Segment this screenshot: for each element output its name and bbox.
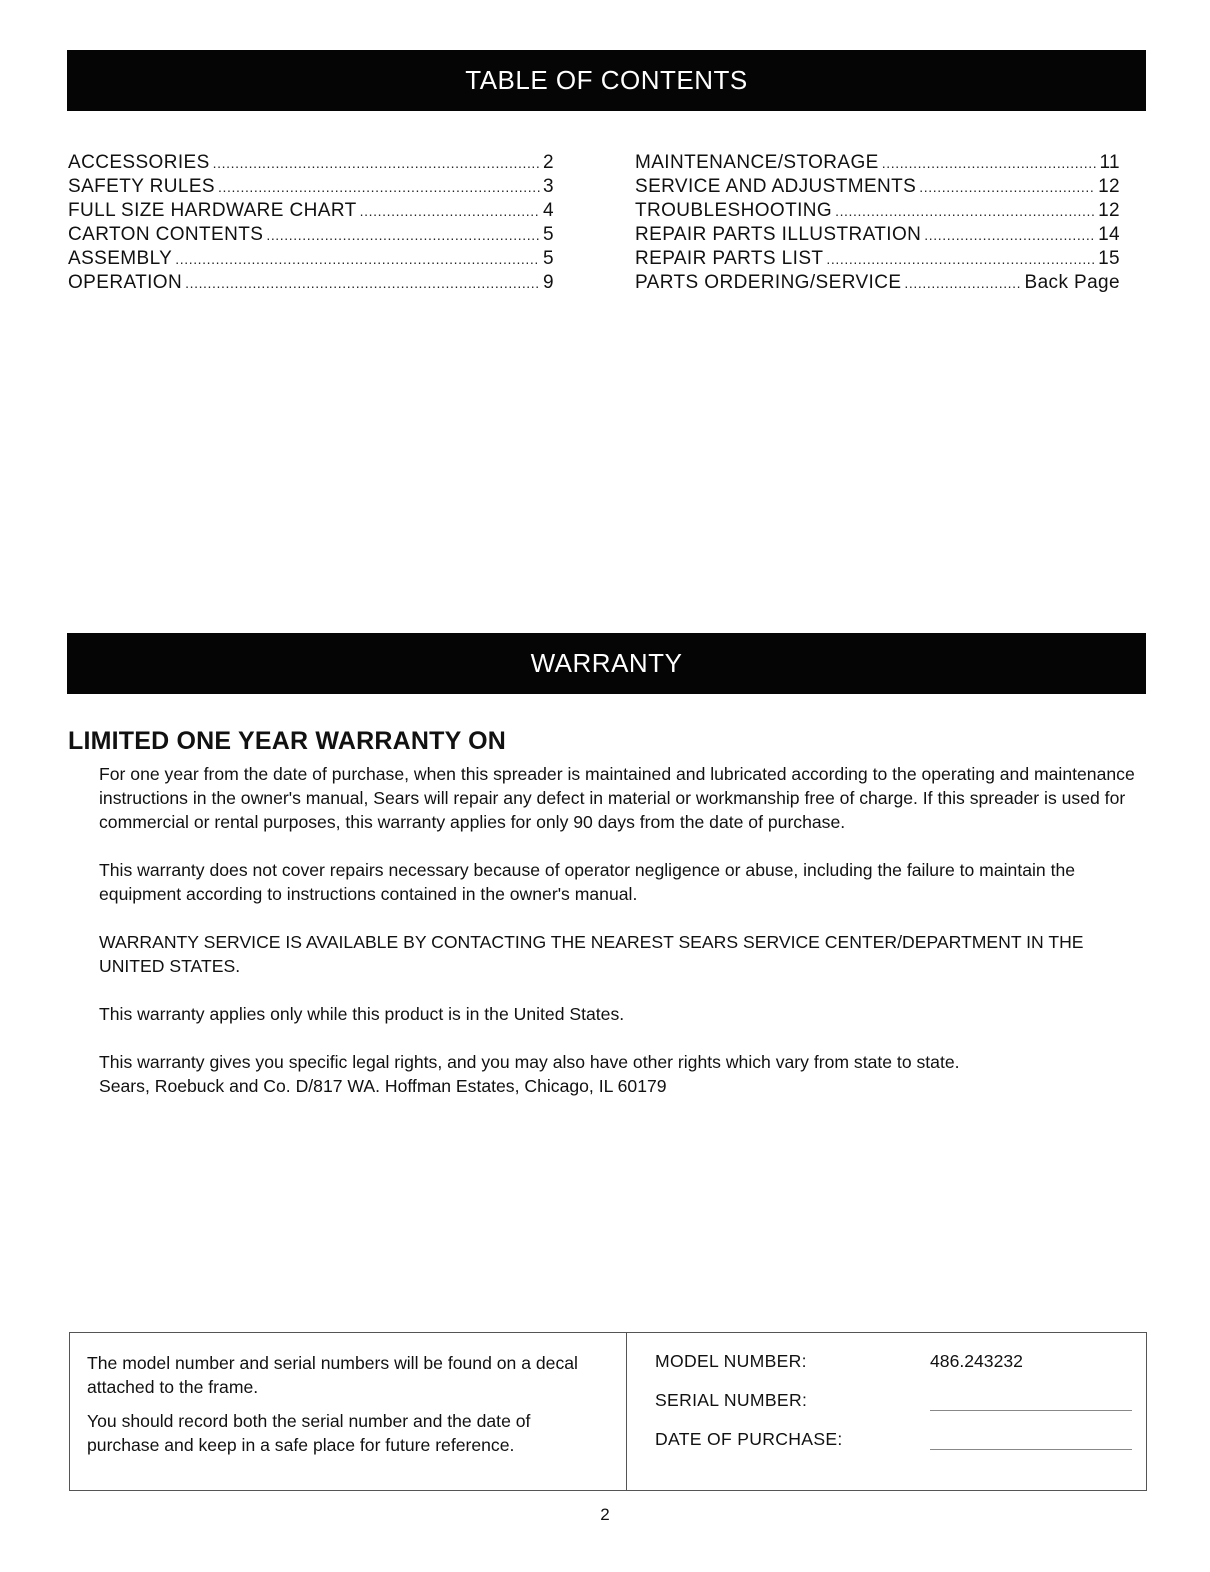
toc-entry-page: 12 [1098, 200, 1120, 221]
toc-dot-leader [185, 275, 540, 291]
toc-entry-label: REPAIR PARTS ILLUSTRATION [635, 224, 922, 245]
toc-entry [68, 224, 554, 248]
toc-entry-page: 5 [543, 224, 554, 245]
toc-entry-label: MAINTENANCE/STORAGE [635, 152, 879, 173]
toc-entry-label: ASSEMBLY [68, 248, 173, 269]
toc-dot-leader [218, 179, 540, 195]
toc-entry-label: CARTON CONTENTS [68, 224, 264, 245]
record-note-location: The model number and serial numbers will be found on a decal attached to the frame. [87, 1353, 578, 1397]
warranty-body [99, 762, 1149, 1098]
toc-entry-page: 12 [1098, 176, 1120, 197]
warranty-rights: This warranty gives you specific legal rights, and you may also have other rights which vary from state to state. [99, 1052, 960, 1072]
toc-entry-label: PARTS ORDERING/SERVICE [635, 272, 902, 293]
warranty-banner-title: WARRANTY [530, 648, 683, 678]
record-note-keep: You should record both the serial number and the date of purchase and keep in a safe place for future reference. [87, 1411, 531, 1455]
date-of-purchase-label: DATE OF PURCHASE: [655, 1429, 843, 1449]
model-number-value: 486.243232 [930, 1351, 1023, 1371]
toc-entry [68, 152, 554, 176]
warranty-paragraph: This warranty applies only while this product is in the United States. [99, 1004, 625, 1024]
toc-dot-leader [919, 179, 1095, 195]
toc-dot-leader [882, 155, 1097, 171]
model-number-row [655, 1351, 1146, 1390]
warranty-heading: LIMITED ONE YEAR WARRANTY ON [68, 727, 507, 755]
toc-entry-page: 14 [1098, 224, 1120, 245]
toc-right-column [635, 152, 1120, 296]
warranty-paragraph: For one year from the date of purchase, when this spreader is maintained and lubricated according to the operating and maintenance instructions in the owner's manual, Sears will repair any defect in material or workmanship free of charge. If this spreader is used for commercial or rental purposes, this warranty applies for only 90 days from the date of purchase. [99, 764, 1135, 832]
sears-address: Sears, Roebuck and Co. D/817 WA. Hoffman Estates, Chicago, IL 60179 [99, 1076, 667, 1096]
toc-dot-leader [924, 227, 1095, 243]
toc-entry-page: 11 [1099, 152, 1120, 173]
warranty-paragraph: WARRANTY SERVICE IS AVAILABLE BY CONTACTING THE NEAREST SEARS SERVICE CENTER/DEPARTMENT IN THE UNITED STATES. [99, 932, 1084, 976]
serial-number-blank [930, 1390, 1132, 1411]
toc-entry-label: REPAIR PARTS LIST [635, 248, 824, 269]
toc-entry [68, 200, 554, 224]
toc-entry-label: TROUBLESHOOTING [635, 200, 833, 221]
toc-entry-page: 5 [543, 248, 554, 269]
toc-entry [635, 200, 1120, 224]
toc-dot-leader [175, 251, 540, 267]
toc-dot-leader [266, 227, 540, 243]
record-box [69, 1332, 1147, 1491]
toc-entry-page: 9 [543, 272, 554, 293]
toc-entry [68, 176, 554, 200]
toc-dot-leader [826, 251, 1095, 267]
date-of-purchase-blank [930, 1429, 1132, 1450]
toc-entry [635, 248, 1120, 272]
toc-entry-page: 4 [543, 200, 554, 221]
warranty-paragraph: This warranty does not cover repairs necessary because of operator negligence or abuse, including the failure to maintain the equipment according to instructions contained in the owner's manual. [99, 860, 1076, 904]
toc-entry [68, 248, 554, 272]
toc-dot-leader [904, 275, 1021, 291]
toc-entry [635, 272, 1120, 296]
serial-number-label: SERIAL NUMBER: [655, 1390, 808, 1410]
toc-dot-leader [835, 203, 1095, 219]
toc-entry-label: SAFETY RULES [68, 176, 215, 197]
page-number: 2 [600, 1505, 610, 1524]
warranty-rights-paragraph [99, 1050, 1149, 1098]
toc-banner [67, 50, 1146, 111]
toc-entry [635, 224, 1120, 248]
date-of-purchase-row [655, 1429, 1146, 1468]
toc-entry [635, 176, 1120, 200]
model-number-label: MODEL NUMBER: [655, 1351, 807, 1371]
toc-entry-label: ACCESSORIES [68, 152, 210, 173]
toc-entry-page: 2 [543, 152, 554, 173]
record-fields [627, 1333, 1146, 1490]
toc-title: TABLE OF CONTENTS [465, 65, 748, 95]
toc-entry-label: SERVICE AND ADJUSTMENTS [635, 176, 917, 197]
serial-number-row [655, 1390, 1146, 1429]
warranty-banner [67, 633, 1146, 694]
toc-dot-leader [360, 203, 540, 219]
record-instructions [70, 1333, 627, 1490]
toc-entry-label: FULL SIZE HARDWARE CHART [68, 200, 357, 221]
toc-entry [635, 152, 1120, 176]
toc-left-column [68, 152, 554, 296]
toc-entry-page: Back Page [1024, 272, 1120, 293]
toc-entry-page: 15 [1098, 248, 1120, 269]
toc-entry-page: 3 [543, 176, 554, 197]
toc-entry-label: OPERATION [68, 272, 183, 293]
toc-entry [68, 272, 554, 296]
toc-dot-leader [213, 155, 540, 171]
